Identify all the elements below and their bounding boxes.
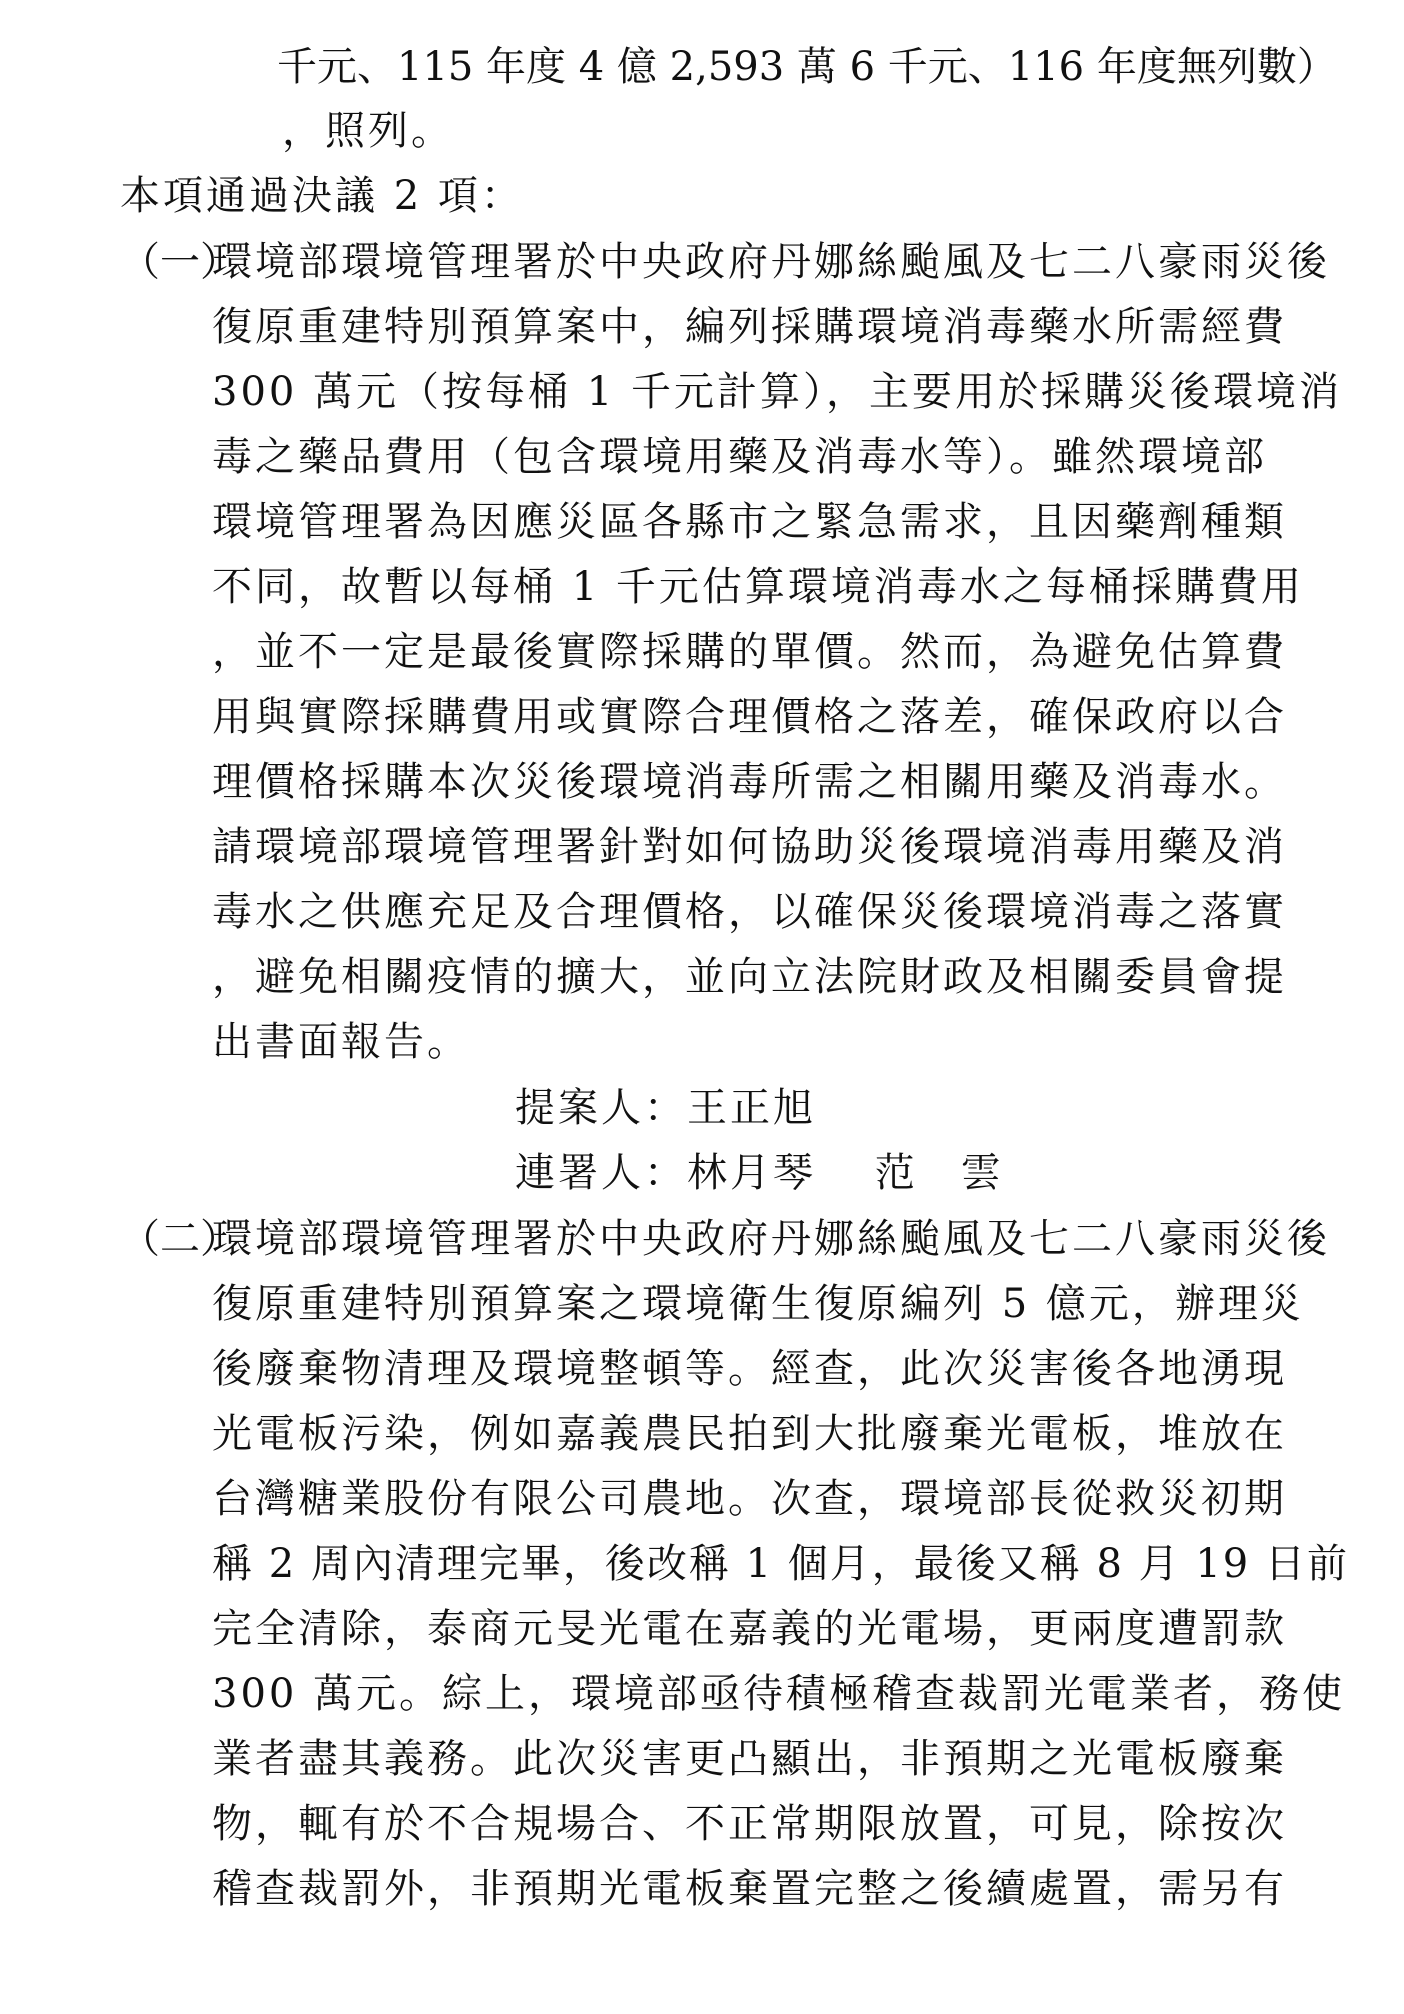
item1-line-3: 300 萬元（按每桶 1 千元計算），主要用於採購災後環境消 (212, 369, 1342, 415)
item2-line-3: 後廢棄物清理及環境整頓等。經查，此次災害後各地湧現 (212, 1346, 1287, 1392)
item2-line-11: 稽查裁罰外，非預期光電板棄置完整之後續處置，需另有 (212, 1866, 1287, 1912)
intro-line-1: 千元、115 年度 4 億 2,593 萬 6 千元、116 年度無列數） (277, 44, 1337, 90)
item1-line-9: 理價格採購本次災後環境消毒所需之相關用藥及消毒水。 (212, 759, 1287, 805)
resolution-heading: 本項通過決議 2 項： (120, 173, 524, 219)
item2-line-7: 完全清除，泰商元旻光電在嘉義的光電場，更兩度遭罰款 (212, 1606, 1287, 1652)
item1-line-1: 環境部環境管理署於中央政府丹娜絲颱風及七二八豪雨災後 (212, 239, 1330, 285)
item1-line-4: 毒之藥品費用（包含環境用藥及消毒水等）。雖然環境部 (212, 434, 1267, 480)
item2-line-4: 光電板污染，例如嘉義農民拍到大批廢棄光電板，堆放在 (212, 1411, 1287, 1457)
item2-label: （二） (120, 1216, 240, 1262)
item2-line-6: 稱 2 周內清理完畢，後改稱 1 個月，最後又稱 8 月 19 日前 (212, 1541, 1349, 1587)
item2-line-10: 物，輒有於不合規場合、不正常期限放置，可見，除按次 (212, 1801, 1287, 1847)
item1-line-13: 出書面報告。 (212, 1019, 470, 1065)
item2-line-5: 台灣糖業股份有限公司農地。次查，環境部長從救災初期 (212, 1476, 1287, 1522)
item1-line-12: ，避免相關疫情的擴大，並向立法院財政及相關委員會提 (212, 954, 1287, 1000)
item2-line-1: 環境部環境管理署於中央政府丹娜絲颱風及七二八豪雨災後 (212, 1216, 1330, 1262)
item1-line-10: 請環境部環境管理署針對如何協助災後環境消毒用藥及消 (212, 824, 1287, 870)
item1-line-5: 環境管理署為因應災區各縣市之緊急需求，且因藥劑種類 (212, 499, 1287, 545)
item1-line-8: 用與實際採購費用或實際合理價格之落差，確保政府以合 (212, 694, 1287, 740)
item2-line-8: 300 萬元。綜上，環境部亟待積極稽查裁罰光電業者，務使 (212, 1671, 1346, 1717)
item1-line-11: 毒水之供應充足及合理價格，以確保災後環境消毒之落實 (212, 889, 1287, 935)
item2-line-2: 復原重建特別預算案之環境衛生復原編列 5 億元，辦理災 (212, 1281, 1304, 1327)
item2-line-9: 業者盡其義務。此次災害更凸顯出，非預期之光電板廢棄 (212, 1736, 1287, 1782)
proposer-line: 提案人：王正旭 (515, 1085, 816, 1131)
item1-label: （一） (120, 239, 240, 285)
cosigner-line: 連署人：林月琴 范 雲 (515, 1150, 1004, 1196)
item1-line-7: ，並不一定是最後實際採購的單價。然而，為避免估算費 (212, 629, 1287, 675)
item1-line-2: 復原重建特別預算案中，編列採購環境消毒藥水所需經費 (212, 304, 1287, 350)
item1-line-6: 不同，故暫以每桶 1 千元估算環境消毒水之每桶採購費用 (212, 564, 1304, 610)
intro-line-2: ，照列。 (282, 108, 454, 154)
